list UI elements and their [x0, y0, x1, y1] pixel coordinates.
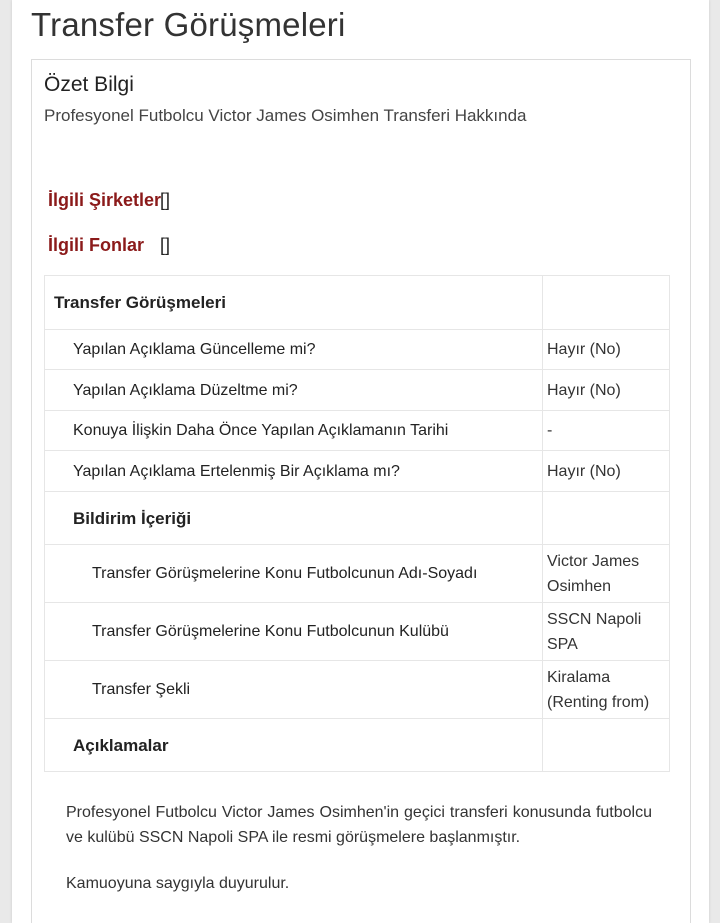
- row-label: Yapılan Açıklama Ertelenmiş Bir Açıklama mı?: [45, 451, 543, 492]
- disclosure-card: [31, 59, 691, 923]
- content-title: Bildirim İçeriği: [45, 492, 543, 545]
- notes-section-header: [45, 719, 670, 772]
- related-companies-label[interactable]: İlgili Şirketler: [48, 190, 162, 210]
- transfer-table: [44, 275, 670, 772]
- table-row: [45, 451, 670, 492]
- table-row: [45, 370, 670, 411]
- table-row: [45, 603, 670, 661]
- notes-title-empty: [543, 719, 670, 772]
- notes-paragraph: Profesyonel Futbolcu Victor James Osimhen'in geçici transferi konusunda futbolcu ve kulübü SSCN Napoli SPA ile resmi görüşmelere başlanmıştır.: [66, 804, 652, 846]
- row-label: Transfer Görüşmelerine Konu Futbolcunun Kulübü: [45, 603, 543, 661]
- row-value: Hayır (No): [543, 370, 670, 411]
- row-value: Kiralama (Renting from): [543, 661, 670, 719]
- row-label: Yapılan Açıklama Güncelleme mi?: [45, 330, 543, 370]
- summary-heading: Özet Bilgi: [44, 73, 134, 96]
- content-section-header: [45, 492, 670, 545]
- table-row: [45, 411, 670, 451]
- row-label: Transfer Görüşmelerine Konu Futbolcunun Adı-Soyadı: [45, 545, 543, 603]
- content-title-empty: [543, 492, 670, 545]
- table-row: [45, 661, 670, 719]
- row-value: Victor James Osimhen: [543, 545, 670, 603]
- table-row: [45, 330, 670, 370]
- table-section-header: [45, 276, 670, 330]
- page-container: [12, 0, 709, 923]
- page-title: Transfer Görüşmeleri: [31, 6, 346, 43]
- closing-text: Kamuoyuna saygıyla duyurulur.: [66, 875, 290, 892]
- row-label: Konuya İlişkin Daha Önce Yapılan Açıklamanın Tarihi: [45, 411, 543, 451]
- row-value: Hayır (No): [543, 330, 670, 370]
- section-title-empty: [543, 276, 670, 330]
- summary-text: Profesyonel Futbolcu Victor James Osimhen Transferi Hakkında: [44, 106, 527, 125]
- row-value: -: [543, 411, 670, 451]
- related-funds-link[interactable]: [48, 235, 144, 256]
- notes-title: Açıklamalar: [45, 719, 543, 772]
- related-funds-label[interactable]: İlgili Fonlar: [48, 235, 145, 255]
- section-title: Transfer Görüşmeleri: [45, 276, 543, 330]
- table-row: [45, 545, 670, 603]
- row-value: Hayır (No): [543, 451, 670, 492]
- related-companies-link[interactable]: [48, 190, 161, 211]
- related-funds-value: []: [160, 235, 171, 255]
- row-label: Yapılan Açıklama Düzeltme mi?: [45, 370, 543, 411]
- row-label: Transfer Şekli: [45, 661, 543, 719]
- related-companies-value: []: [160, 190, 171, 210]
- row-value: SSCN Napoli SPA: [543, 603, 670, 661]
